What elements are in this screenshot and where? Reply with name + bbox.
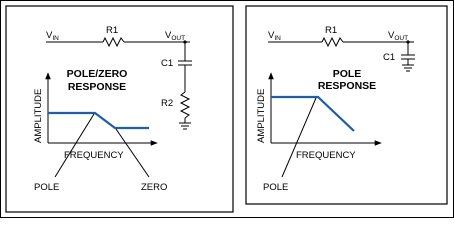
- right-r1-label: R1: [325, 25, 338, 36]
- right-pole-label: POLE: [263, 182, 289, 193]
- left-vout-label: $V_{OUT}$: [165, 30, 186, 42]
- left-x-axis-label: FREQUENCY: [64, 150, 124, 161]
- left-y-axis-label: AMPLITUDE: [33, 88, 44, 143]
- left-r2-resistor: [181, 92, 189, 118]
- left-response-curve: [48, 113, 149, 128]
- right-vin-label: $V_{IN}$: [268, 30, 281, 42]
- left-title-line2: RESPONSE: [67, 81, 127, 93]
- right-y-axis-label: AMPLITUDE: [256, 88, 267, 143]
- left-graph: [33, 68, 167, 193]
- left-r1-label: R1: [106, 25, 119, 36]
- right-pole-pointer: [282, 98, 316, 177]
- right-title-line1: POLE: [332, 68, 362, 80]
- right-response-curve: [271, 97, 354, 131]
- outer-border: [1, 1, 454, 218]
- left-zero-label: ZERO: [141, 182, 168, 193]
- left-pole-pointer: [55, 114, 94, 177]
- left-r2-label: R2: [161, 98, 174, 109]
- left-pole-label: POLE: [34, 182, 60, 193]
- right-graph: [256, 68, 381, 193]
- left-panel: [6, 6, 233, 212]
- left-c1-label: C1: [161, 58, 174, 69]
- right-x-axis-label: FREQUENCY: [296, 150, 356, 161]
- right-title-line2: RESPONSE: [317, 80, 377, 92]
- right-c1-label: C1: [383, 52, 396, 63]
- left-title-line1: POLE/ZERO: [66, 68, 128, 80]
- left-r1-resistor: [103, 38, 124, 46]
- right-r1-resistor: [322, 38, 343, 46]
- left-vin-label: $V_{IN}$: [46, 30, 59, 42]
- right-vout-label: $V_{OUT}$: [388, 30, 409, 42]
- right-circuit: [268, 25, 415, 71]
- right-panel: [246, 6, 447, 204]
